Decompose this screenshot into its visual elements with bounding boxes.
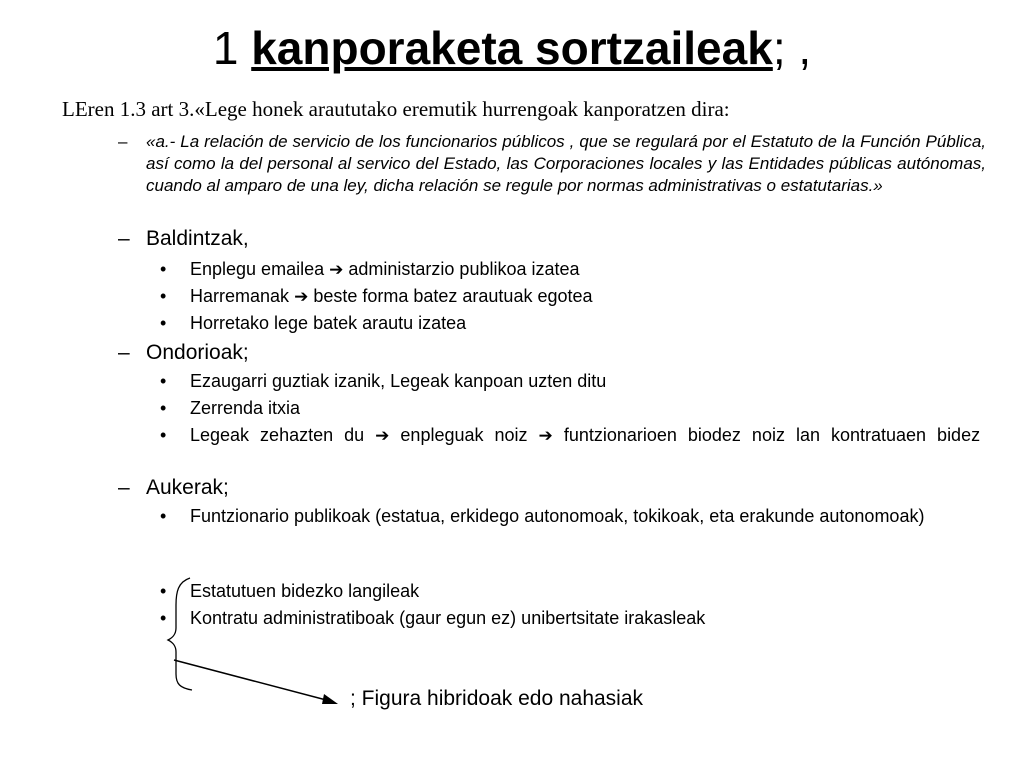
law-intro: LEren 1.3 art 3.«Lege honek araututako eremutik hurrengoak kanporatzen dira: (62, 97, 730, 121)
arrow-right-icon: ➔ (294, 287, 309, 306)
section-heading-ondorioak: Ondorioak; (146, 341, 249, 364)
title-underlined: kanporaketa sortzaileak (251, 22, 773, 74)
section-heading-aukerak: Aukerak; (146, 476, 229, 499)
slide-title (0, 20, 1024, 76)
arrow-right-icon: ➔ (329, 260, 344, 279)
arrow-head (322, 694, 338, 704)
bullet: • (160, 425, 167, 445)
list-item-text: Harremanak ➔ beste forma batez arautuak egotea (190, 286, 593, 306)
arrow-line (174, 660, 330, 701)
quote-dash: – (118, 132, 128, 151)
arrow-right-icon: ➔ (538, 426, 553, 445)
bullet: • (160, 313, 167, 333)
quote-text: «a.- La relación de servicio de los funcionarios públicos , que se regulará por el Estatuto de la Función Pública, así como la del personal al servico del Estado, las Corporaciones locales y las Entidades públicas autónomas, cuando al amparo de una ley, dicha relación se regule por normas administrativas o estatutarias.» (146, 132, 986, 195)
bullet: • (160, 371, 167, 391)
bullet: • (160, 259, 167, 279)
section-heading-baldintzak: Baldintzak, (146, 227, 249, 250)
list-item-text: Enplegu emailea ➔ administarzio publikoa izatea (190, 259, 580, 279)
list-item-text: Funtzionario publikoak (estatua, erkidego autonomoak, tokikoak, eta erakunde autonomoak) (190, 506, 925, 526)
title-suffix: ; , (772, 22, 812, 74)
list-item-text: Legeak zehazten du ➔ enpleguak noiz ➔ funtzionarioen biodez noiz lan kontratuaen bidez (190, 425, 981, 445)
arrow-right-icon: ➔ (375, 426, 390, 445)
title-number: 1 (212, 22, 239, 74)
bullet: • (160, 608, 167, 628)
bullet: • (160, 581, 167, 601)
list-item-text: Zerrenda itxia (190, 398, 301, 418)
hybrid-note: ; Figura hibridoak edo nahasiak (350, 687, 644, 710)
bullet: • (160, 506, 167, 526)
bullet: • (160, 398, 167, 418)
list-item-text: Ezaugarri guztiak izanik, Legeak kanpoan uzten ditu (190, 371, 607, 391)
list-item-text: Estatutuen bidezko langileak (190, 581, 420, 601)
list-item-text: Kontratu administratiboak (gaur egun ez) unibertsitate irakasleak (190, 608, 706, 628)
bullet: • (160, 286, 167, 306)
list-item-text: Horretako lege batek arautu izatea (190, 313, 467, 333)
